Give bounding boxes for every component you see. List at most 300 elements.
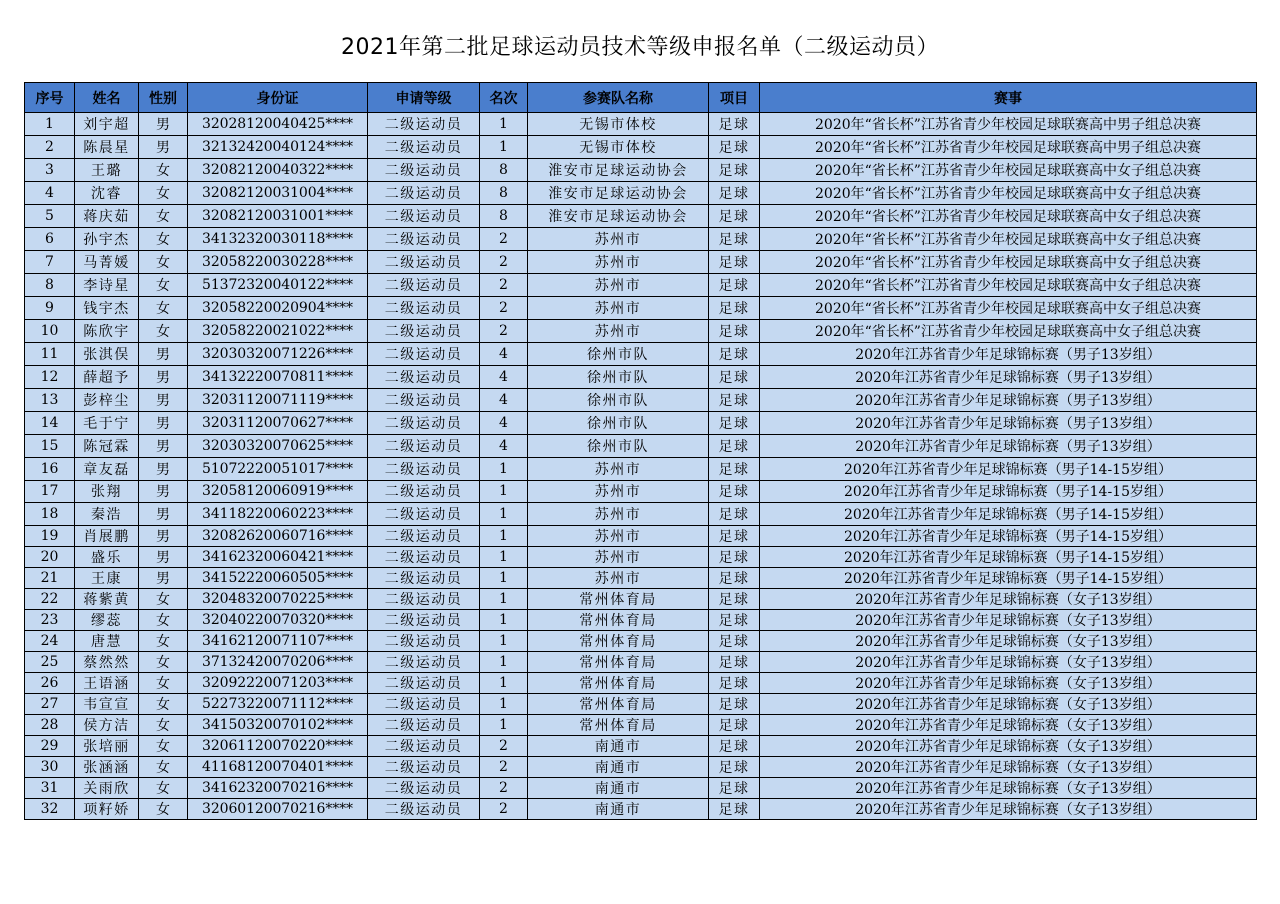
- team-cell: 苏州市: [528, 297, 709, 320]
- event-cell: 2020年“省长杯”江苏省青少年校园足球联赛高中女子组总决赛: [760, 251, 1257, 274]
- id-number-cell: 32030320070625****: [188, 435, 368, 458]
- event-cell: 2020年江苏省青少年足球锦标赛（男子14-15岁组）: [760, 480, 1257, 503]
- col-header-name: 姓名: [75, 83, 139, 113]
- id-number-cell: 32031120070627****: [188, 412, 368, 435]
- athlete-roster-table: [24, 82, 1257, 820]
- col-header-serial: 序号: [25, 83, 75, 113]
- sport-cell: 足球: [709, 205, 760, 228]
- rank-cell: 1: [480, 503, 528, 526]
- event-cell: 2020年“省长杯”江苏省青少年校园足球联赛高中男子组总决赛: [760, 113, 1257, 136]
- serial-cell: 11: [25, 343, 75, 366]
- team-cell: 淮安市足球运动协会: [528, 182, 709, 205]
- gender-cell: 男: [139, 136, 188, 159]
- col-header-rank: 名次: [480, 83, 528, 113]
- sport-cell: 足球: [709, 159, 760, 182]
- gender-cell: 男: [139, 503, 188, 526]
- grade-cell: 二级运动员: [368, 136, 480, 159]
- rank-cell: 4: [480, 435, 528, 458]
- grade-cell: 二级运动员: [368, 546, 480, 567]
- rank-cell: 1: [480, 651, 528, 672]
- rank-cell: 2: [480, 756, 528, 777]
- rank-cell: 2: [480, 274, 528, 297]
- table-row: [25, 777, 1257, 798]
- team-cell: 苏州市: [528, 503, 709, 526]
- team-cell: 南通市: [528, 777, 709, 798]
- serial-cell: 6: [25, 228, 75, 251]
- event-cell: 2020年江苏省青少年足球锦标赛（男子13岁组）: [760, 389, 1257, 412]
- gender-cell: 女: [139, 274, 188, 297]
- table-row: [25, 136, 1257, 159]
- sport-cell: 足球: [709, 693, 760, 714]
- id-number-cell: 34162320060421****: [188, 546, 368, 567]
- name-cell: 唐慧: [75, 630, 139, 651]
- team-cell: 无锡市体校: [528, 113, 709, 136]
- gender-cell: 女: [139, 609, 188, 630]
- grade-cell: 二级运动员: [368, 567, 480, 588]
- serial-cell: 1: [25, 113, 75, 136]
- table-row: [25, 503, 1257, 526]
- sport-cell: 足球: [709, 113, 760, 136]
- event-cell: 2020年江苏省青少年足球锦标赛（男子13岁组）: [760, 366, 1257, 389]
- serial-cell: 4: [25, 182, 75, 205]
- table-row: [25, 343, 1257, 366]
- event-cell: 2020年江苏省青少年足球锦标赛（女子13岁组）: [760, 609, 1257, 630]
- name-cell: 肖展鹏: [75, 525, 139, 546]
- gender-cell: 男: [139, 366, 188, 389]
- serial-cell: 32: [25, 798, 75, 819]
- sport-cell: 足球: [709, 435, 760, 458]
- gender-cell: 男: [139, 412, 188, 435]
- grade-cell: 二级运动员: [368, 435, 480, 458]
- team-cell: 常州体育局: [528, 714, 709, 735]
- serial-cell: 19: [25, 525, 75, 546]
- sport-cell: 足球: [709, 546, 760, 567]
- rank-cell: 2: [480, 228, 528, 251]
- rank-cell: 4: [480, 366, 528, 389]
- table-row: [25, 297, 1257, 320]
- name-cell: 沈睿: [75, 182, 139, 205]
- rank-cell: 2: [480, 297, 528, 320]
- name-cell: 张涵涵: [75, 756, 139, 777]
- gender-cell: 男: [139, 458, 188, 481]
- table-row: [25, 672, 1257, 693]
- serial-cell: 2: [25, 136, 75, 159]
- table-row: [25, 458, 1257, 481]
- serial-cell: 31: [25, 777, 75, 798]
- grade-cell: 二级运动员: [368, 251, 480, 274]
- serial-cell: 14: [25, 412, 75, 435]
- team-cell: 淮安市足球运动协会: [528, 205, 709, 228]
- team-cell: 苏州市: [528, 228, 709, 251]
- page-title: 2021年第二批足球运动员技术等级申报名单（二级运动员）: [341, 35, 939, 60]
- sport-cell: 足球: [709, 714, 760, 735]
- event-cell: 2020年江苏省青少年足球锦标赛（男子14-15岁组）: [760, 567, 1257, 588]
- name-cell: 盛乐: [75, 546, 139, 567]
- grade-cell: 二级运动员: [368, 525, 480, 546]
- table-row: [25, 630, 1257, 651]
- team-cell: 常州体育局: [528, 630, 709, 651]
- sport-cell: 足球: [709, 525, 760, 546]
- name-cell: 秦浩: [75, 503, 139, 526]
- id-number-cell: 32082120040322****: [188, 159, 368, 182]
- name-cell: 蒋庆茹: [75, 205, 139, 228]
- grade-cell: 二级运动员: [368, 777, 480, 798]
- team-cell: 苏州市: [528, 525, 709, 546]
- table-row: [25, 113, 1257, 136]
- table-row: [25, 567, 1257, 588]
- team-cell: 徐州市队: [528, 366, 709, 389]
- rank-cell: 1: [480, 525, 528, 546]
- serial-cell: 9: [25, 297, 75, 320]
- name-cell: 陈晨星: [75, 136, 139, 159]
- name-cell: 刘宇超: [75, 113, 139, 136]
- grade-cell: 二级运动员: [368, 798, 480, 819]
- sport-cell: 足球: [709, 756, 760, 777]
- team-cell: 徐州市队: [528, 343, 709, 366]
- col-header-id-number: 身份证: [188, 83, 368, 113]
- grade-cell: 二级运动员: [368, 480, 480, 503]
- event-cell: 2020年“省长杯”江苏省青少年校园足球联赛高中男子组总决赛: [760, 136, 1257, 159]
- table-row: [25, 609, 1257, 630]
- table-row: [25, 205, 1257, 228]
- gender-cell: 男: [139, 567, 188, 588]
- name-cell: 王康: [75, 567, 139, 588]
- gender-cell: 女: [139, 714, 188, 735]
- grade-cell: 二级运动员: [368, 412, 480, 435]
- team-cell: 南通市: [528, 735, 709, 756]
- gender-cell: 女: [139, 159, 188, 182]
- rank-cell: 4: [480, 389, 528, 412]
- sport-cell: 足球: [709, 777, 760, 798]
- gender-cell: 女: [139, 630, 188, 651]
- serial-cell: 24: [25, 630, 75, 651]
- table-header-row: [25, 83, 1257, 113]
- grade-cell: 二级运动员: [368, 630, 480, 651]
- serial-cell: 10: [25, 320, 75, 343]
- sport-cell: 足球: [709, 630, 760, 651]
- rank-cell: 8: [480, 182, 528, 205]
- id-number-cell: 32060120070216****: [188, 798, 368, 819]
- rank-cell: 1: [480, 113, 528, 136]
- table-row: [25, 320, 1257, 343]
- table-row: [25, 588, 1257, 609]
- event-cell: 2020年江苏省青少年足球锦标赛（男子14-15岁组）: [760, 503, 1257, 526]
- rank-cell: 2: [480, 735, 528, 756]
- id-number-cell: 32030320071226****: [188, 343, 368, 366]
- grade-cell: 二级运动员: [368, 503, 480, 526]
- table-row: [25, 693, 1257, 714]
- table-row: [25, 412, 1257, 435]
- table-row: [25, 228, 1257, 251]
- table-row: [25, 798, 1257, 819]
- id-number-cell: 32082620060716****: [188, 525, 368, 546]
- grade-cell: 二级运动员: [368, 297, 480, 320]
- id-number-cell: 34162320070216****: [188, 777, 368, 798]
- sport-cell: 足球: [709, 412, 760, 435]
- rank-cell: 1: [480, 480, 528, 503]
- name-cell: 张培丽: [75, 735, 139, 756]
- name-cell: 缪蕊: [75, 609, 139, 630]
- sport-cell: 足球: [709, 343, 760, 366]
- rank-cell: 4: [480, 343, 528, 366]
- rank-cell: 1: [480, 672, 528, 693]
- sport-cell: 足球: [709, 389, 760, 412]
- id-number-cell: 51072220051017****: [188, 458, 368, 481]
- event-cell: 2020年江苏省青少年足球锦标赛（女子13岁组）: [760, 693, 1257, 714]
- id-number-cell: 32040220070320****: [188, 609, 368, 630]
- gender-cell: 女: [139, 228, 188, 251]
- sport-cell: 足球: [709, 182, 760, 205]
- grade-cell: 二级运动员: [368, 182, 480, 205]
- name-cell: 关雨欣: [75, 777, 139, 798]
- serial-cell: 15: [25, 435, 75, 458]
- id-number-cell: 32082120031004****: [188, 182, 368, 205]
- rank-cell: 2: [480, 798, 528, 819]
- event-cell: 2020年江苏省青少年足球锦标赛（女子13岁组）: [760, 756, 1257, 777]
- event-cell: 2020年“省长杯”江苏省青少年校园足球联赛高中女子组总决赛: [760, 205, 1257, 228]
- team-cell: 苏州市: [528, 458, 709, 481]
- name-cell: 马菁媛: [75, 251, 139, 274]
- id-number-cell: 32028120040425****: [188, 113, 368, 136]
- sport-cell: 足球: [709, 588, 760, 609]
- sport-cell: 足球: [709, 366, 760, 389]
- event-cell: 2020年江苏省青少年足球锦标赛（男子13岁组）: [760, 343, 1257, 366]
- id-number-cell: 32058220020904****: [188, 297, 368, 320]
- serial-cell: 5: [25, 205, 75, 228]
- serial-cell: 20: [25, 546, 75, 567]
- grade-cell: 二级运动员: [368, 366, 480, 389]
- event-cell: 2020年江苏省青少年足球锦标赛（女子13岁组）: [760, 735, 1257, 756]
- gender-cell: 男: [139, 343, 188, 366]
- gender-cell: 女: [139, 205, 188, 228]
- name-cell: 陈欣宇: [75, 320, 139, 343]
- event-cell: 2020年江苏省青少年足球锦标赛（女子13岁组）: [760, 672, 1257, 693]
- col-header-gender: 性别: [139, 83, 188, 113]
- name-cell: 韦宣宣: [75, 693, 139, 714]
- id-number-cell: 34132220070811****: [188, 366, 368, 389]
- team-cell: 南通市: [528, 798, 709, 819]
- id-number-cell: 32031120071119****: [188, 389, 368, 412]
- id-number-cell: 32058220030228****: [188, 251, 368, 274]
- gender-cell: 女: [139, 588, 188, 609]
- gender-cell: 女: [139, 693, 188, 714]
- name-cell: 陈冠霖: [75, 435, 139, 458]
- name-cell: 蒋紫黄: [75, 588, 139, 609]
- col-header-grade: 申请等级: [368, 83, 480, 113]
- table-row: [25, 735, 1257, 756]
- sport-cell: 足球: [709, 320, 760, 343]
- rank-cell: 1: [480, 609, 528, 630]
- rank-cell: 2: [480, 251, 528, 274]
- sport-cell: 足球: [709, 672, 760, 693]
- table-row: [25, 651, 1257, 672]
- name-cell: 李诗星: [75, 274, 139, 297]
- gender-cell: 女: [139, 320, 188, 343]
- name-cell: 王语涵: [75, 672, 139, 693]
- grade-cell: 二级运动员: [368, 651, 480, 672]
- team-cell: 苏州市: [528, 480, 709, 503]
- event-cell: 2020年江苏省青少年足球锦标赛（女子13岁组）: [760, 588, 1257, 609]
- id-number-cell: 34132320030118****: [188, 228, 368, 251]
- table-row: [25, 756, 1257, 777]
- event-cell: 2020年江苏省青少年足球锦标赛（男子14-15岁组）: [760, 525, 1257, 546]
- serial-cell: 13: [25, 389, 75, 412]
- grade-cell: 二级运动员: [368, 343, 480, 366]
- sport-cell: 足球: [709, 798, 760, 819]
- grade-cell: 二级运动员: [368, 693, 480, 714]
- gender-cell: 女: [139, 798, 188, 819]
- event-cell: 2020年“省长杯”江苏省青少年校园足球联赛高中女子组总决赛: [760, 182, 1257, 205]
- event-cell: 2020年“省长杯”江苏省青少年校园足球联赛高中女子组总决赛: [760, 274, 1257, 297]
- event-cell: 2020年江苏省青少年足球锦标赛（男子13岁组）: [760, 435, 1257, 458]
- team-cell: 苏州市: [528, 251, 709, 274]
- team-cell: 徐州市队: [528, 389, 709, 412]
- rank-cell: 1: [480, 630, 528, 651]
- id-number-cell: 51372320040122****: [188, 274, 368, 297]
- gender-cell: 男: [139, 525, 188, 546]
- serial-cell: 7: [25, 251, 75, 274]
- grade-cell: 二级运动员: [368, 274, 480, 297]
- name-cell: 章友磊: [75, 458, 139, 481]
- serial-cell: 28: [25, 714, 75, 735]
- gender-cell: 男: [139, 480, 188, 503]
- grade-cell: 二级运动员: [368, 389, 480, 412]
- team-cell: 常州体育局: [528, 672, 709, 693]
- event-cell: 2020年江苏省青少年足球锦标赛（女子13岁组）: [760, 630, 1257, 651]
- event-cell: 2020年江苏省青少年足球锦标赛（女子13岁组）: [760, 714, 1257, 735]
- sport-cell: 足球: [709, 458, 760, 481]
- sport-cell: 足球: [709, 651, 760, 672]
- serial-cell: 8: [25, 274, 75, 297]
- gender-cell: 女: [139, 672, 188, 693]
- rank-cell: 4: [480, 412, 528, 435]
- grade-cell: 二级运动员: [368, 205, 480, 228]
- id-number-cell: 32092220071203****: [188, 672, 368, 693]
- name-cell: 蔡然然: [75, 651, 139, 672]
- rank-cell: 2: [480, 777, 528, 798]
- name-cell: 薛超予: [75, 366, 139, 389]
- grade-cell: 二级运动员: [368, 588, 480, 609]
- team-cell: 苏州市: [528, 320, 709, 343]
- team-cell: 常州体育局: [528, 693, 709, 714]
- id-number-cell: 34152220060505****: [188, 567, 368, 588]
- table-row: [25, 714, 1257, 735]
- event-cell: 2020年“省长杯”江苏省青少年校园足球联赛高中女子组总决赛: [760, 228, 1257, 251]
- grade-cell: 二级运动员: [368, 735, 480, 756]
- id-number-cell: 34162120071107****: [188, 630, 368, 651]
- gender-cell: 男: [139, 389, 188, 412]
- col-header-sport: 项目: [709, 83, 760, 113]
- sport-cell: 足球: [709, 567, 760, 588]
- event-cell: 2020年“省长杯”江苏省青少年校园足球联赛高中女子组总决赛: [760, 320, 1257, 343]
- serial-cell: 26: [25, 672, 75, 693]
- team-cell: 常州体育局: [528, 651, 709, 672]
- rank-cell: 1: [480, 458, 528, 481]
- team-cell: 淮安市足球运动协会: [528, 159, 709, 182]
- team-cell: 南通市: [528, 756, 709, 777]
- rank-cell: 1: [480, 567, 528, 588]
- id-number-cell: 32058220021022****: [188, 320, 368, 343]
- team-cell: 常州体育局: [528, 588, 709, 609]
- rank-cell: 1: [480, 588, 528, 609]
- id-number-cell: 34150320070102****: [188, 714, 368, 735]
- serial-cell: 18: [25, 503, 75, 526]
- rank-cell: 1: [480, 714, 528, 735]
- grade-cell: 二级运动员: [368, 714, 480, 735]
- team-cell: 无锡市体校: [528, 136, 709, 159]
- team-cell: 苏州市: [528, 274, 709, 297]
- table-row: [25, 251, 1257, 274]
- grade-cell: 二级运动员: [368, 159, 480, 182]
- rank-cell: 1: [480, 546, 528, 567]
- name-cell: 钱宇杰: [75, 297, 139, 320]
- gender-cell: 女: [139, 297, 188, 320]
- name-cell: 侯方洁: [75, 714, 139, 735]
- name-cell: 王璐: [75, 159, 139, 182]
- name-cell: 张翔: [75, 480, 139, 503]
- serial-cell: 29: [25, 735, 75, 756]
- sport-cell: 足球: [709, 251, 760, 274]
- name-cell: 项籽娇: [75, 798, 139, 819]
- table-row: [25, 525, 1257, 546]
- grade-cell: 二级运动员: [368, 320, 480, 343]
- table-row: [25, 274, 1257, 297]
- id-number-cell: 32048320070225****: [188, 588, 368, 609]
- event-cell: 2020年江苏省青少年足球锦标赛（女子13岁组）: [760, 777, 1257, 798]
- event-cell: 2020年江苏省青少年足球锦标赛（男子13岁组）: [760, 412, 1257, 435]
- event-cell: 2020年江苏省青少年足球锦标赛（女子13岁组）: [760, 798, 1257, 819]
- gender-cell: 女: [139, 735, 188, 756]
- sport-cell: 足球: [709, 609, 760, 630]
- rank-cell: 8: [480, 159, 528, 182]
- gender-cell: 男: [139, 546, 188, 567]
- serial-cell: 17: [25, 480, 75, 503]
- serial-cell: 21: [25, 567, 75, 588]
- grade-cell: 二级运动员: [368, 113, 480, 136]
- team-cell: 徐州市队: [528, 412, 709, 435]
- gender-cell: 女: [139, 756, 188, 777]
- gender-cell: 女: [139, 182, 188, 205]
- rank-cell: 8: [480, 205, 528, 228]
- serial-cell: 22: [25, 588, 75, 609]
- col-header-event: 赛事: [760, 83, 1257, 113]
- gender-cell: 男: [139, 113, 188, 136]
- id-number-cell: 32061120070220****: [188, 735, 368, 756]
- name-cell: 毛于宁: [75, 412, 139, 435]
- gender-cell: 女: [139, 251, 188, 274]
- rank-cell: 1: [480, 136, 528, 159]
- name-cell: 彭梓尘: [75, 389, 139, 412]
- gender-cell: 男: [139, 435, 188, 458]
- team-cell: 徐州市队: [528, 435, 709, 458]
- col-header-team: 参赛队名称: [528, 83, 709, 113]
- grade-cell: 二级运动员: [368, 228, 480, 251]
- event-cell: 2020年江苏省青少年足球锦标赛（女子13岁组）: [760, 651, 1257, 672]
- name-cell: 孙宇杰: [75, 228, 139, 251]
- id-number-cell: 52273220071112****: [188, 693, 368, 714]
- grade-cell: 二级运动员: [368, 458, 480, 481]
- gender-cell: 女: [139, 651, 188, 672]
- id-number-cell: 32132420040124****: [188, 136, 368, 159]
- id-number-cell: 37132420070206****: [188, 651, 368, 672]
- table-row: [25, 389, 1257, 412]
- gender-cell: 女: [139, 777, 188, 798]
- id-number-cell: 32082120031001****: [188, 205, 368, 228]
- event-cell: 2020年江苏省青少年足球锦标赛（男子14-15岁组）: [760, 458, 1257, 481]
- serial-cell: 27: [25, 693, 75, 714]
- sport-cell: 足球: [709, 735, 760, 756]
- id-number-cell: 34118220060223****: [188, 503, 368, 526]
